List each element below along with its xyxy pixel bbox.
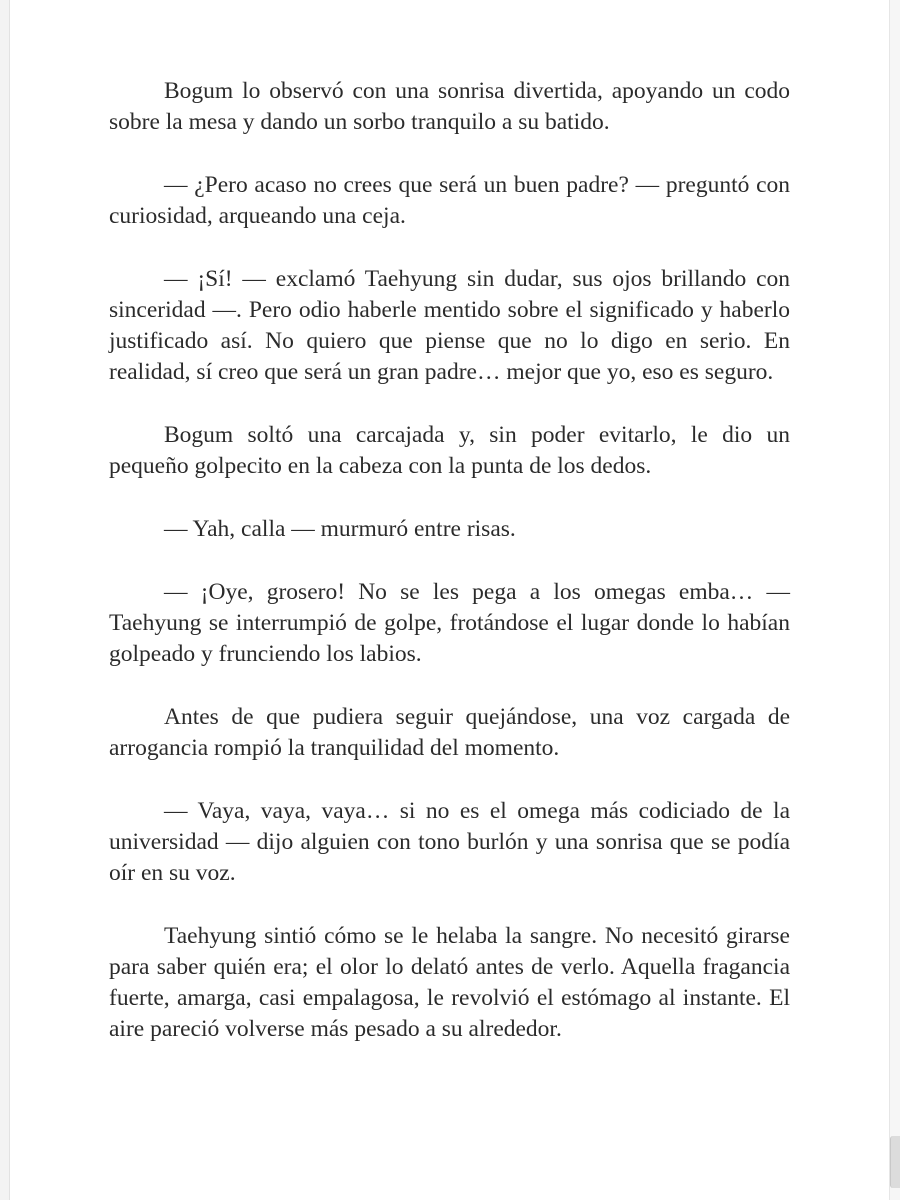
paragraph: — Yah, calla — murmuró entre risas. [164, 516, 516, 542]
paragraph: — ¡Oye, grosero! No se les pega a los omegas emba… — Taehyung se interrumpió de golpe, frotándose el lugar donde lo habían golpeado y frunciendo los labios. [109, 579, 790, 667]
paragraph: Bogum lo observó con una sonrisa divertida, apoyando un codo sobre la mesa y dando un sorbo tranquilo a su batido. [109, 78, 790, 135]
paragraph: Antes de que pudiera seguir quejándose, una voz cargada de arrogancia rompió la tranquilidad del momento. [109, 704, 790, 761]
scrollbar-handle[interactable] [890, 1136, 900, 1188]
paragraph: Bogum soltó una carcajada y, sin poder evitarlo, le dio un pequeño golpecito en la cabeza con la punta de los dedos. [109, 422, 790, 479]
paragraph: — Vaya, vaya, vaya… si no es el omega más codiciado de la universidad — dijo alguien con tono burlón y una sonrisa que se podía oír en su voz. [109, 798, 790, 886]
document-body [109, 76, 790, 1077]
page-edge-right [889, 0, 900, 1200]
paragraph: Taehyung sintió cómo se le helaba la sangre. No necesitó girarse para saber quién era; el olor lo delató antes de verlo. Aquella fragancia fuerte, amarga, casi empalagosa, le revolvió el estómago al instante. El aire pareció volverse más pesado a su alrededor. [109, 923, 790, 1042]
page-edge-left [0, 0, 10, 1200]
paragraph: — ¡Sí! — exclamó Taehyung sin dudar, sus ojos brillando con sinceridad —. Pero odio haberle mentido sobre el significado y haberlo justificado así. No quiero que piense que no lo digo en serio. En realidad, sí creo que será un gran padre… mejor que yo, eso es seguro. [109, 266, 790, 385]
paragraph: — ¿Pero acaso no crees que será un buen padre? — preguntó con curiosidad, arqueando una ceja. [109, 172, 790, 229]
